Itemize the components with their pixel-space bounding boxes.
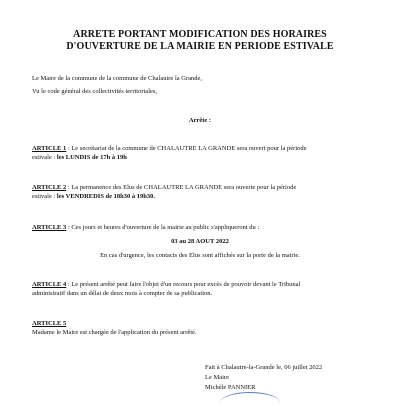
article-1-label: ARTICLE 1	[32, 145, 67, 152]
official-stamp	[220, 392, 280, 413]
article-2-text: : La permanence des Elus de CHALAUTRE LA GRANDE sera ouverte pour la période	[66, 184, 297, 191]
preamble-code: Vu le code général des collectivités territoriales,	[32, 88, 158, 95]
article-1-text: : Le secrétariat de la commune de CHALAUTRE LA GRANDE sera ouvert pour la période	[66, 145, 307, 152]
article-2-hours: les VENDREDIS de 18h30 à 19h30.	[56, 193, 156, 200]
document-title-line-2: D'OUVERTURE DE LA MAIRIE EN PERIODE ESTIVALE	[66, 41, 334, 52]
article-5	[32, 320, 368, 328]
signature-name: Michèle PANNIER	[205, 384, 256, 391]
article-2-text-2: estivale :	[32, 193, 57, 200]
article-4-text: : Le présent arrêté peut faire l'objet d'un recours pour excès de pouvoir devant le Tribunal	[66, 281, 301, 288]
article-2-label: ARTICLE 2	[32, 184, 67, 191]
article-1-hours: les LUNDIS de 17h à 19h	[56, 154, 127, 161]
article-3	[32, 224, 368, 232]
article-5-text: Madame le Maire est chargée de l'application du présent arrêté.	[32, 329, 197, 336]
article-3-dates: 03 au 28 AOUT 2022	[171, 238, 229, 245]
article-2-continuation	[32, 193, 368, 201]
article-5-label: ARTICLE 5	[32, 320, 67, 327]
article-1-text-2: estivale :	[32, 154, 57, 161]
article-4	[32, 281, 368, 289]
article-4-label: ARTICLE 4	[32, 281, 67, 288]
preamble-mayor: Le Maire de la commune de la commune de Chalautre la Grande,	[32, 75, 203, 82]
article-3-label: ARTICLE 3	[32, 224, 67, 231]
signature-role: Le Maire	[205, 374, 230, 381]
article-4-continuation: administratif dans un délai de deux mois à compter de sa publication.	[32, 290, 213, 297]
article-1-continuation	[32, 154, 368, 162]
article-3-note: En cas d'urgence, les contacts des Elus sont affichés sur la porte de la mairie.	[100, 252, 300, 259]
article-3-text: : Ces jours et heures d'ouverture de la mairie au public s'appliqueront du :	[66, 224, 260, 231]
article-1	[32, 145, 368, 153]
arrete-heading: Arrête :	[188, 117, 212, 124]
document-title-line-1: ARRETE PORTANT MODIFICATION DES HORAIRES	[73, 29, 327, 40]
article-2	[32, 184, 368, 192]
signature-place-date: Fait à Chalautre-la-Grande le, 06 juillet 2022	[205, 364, 323, 371]
